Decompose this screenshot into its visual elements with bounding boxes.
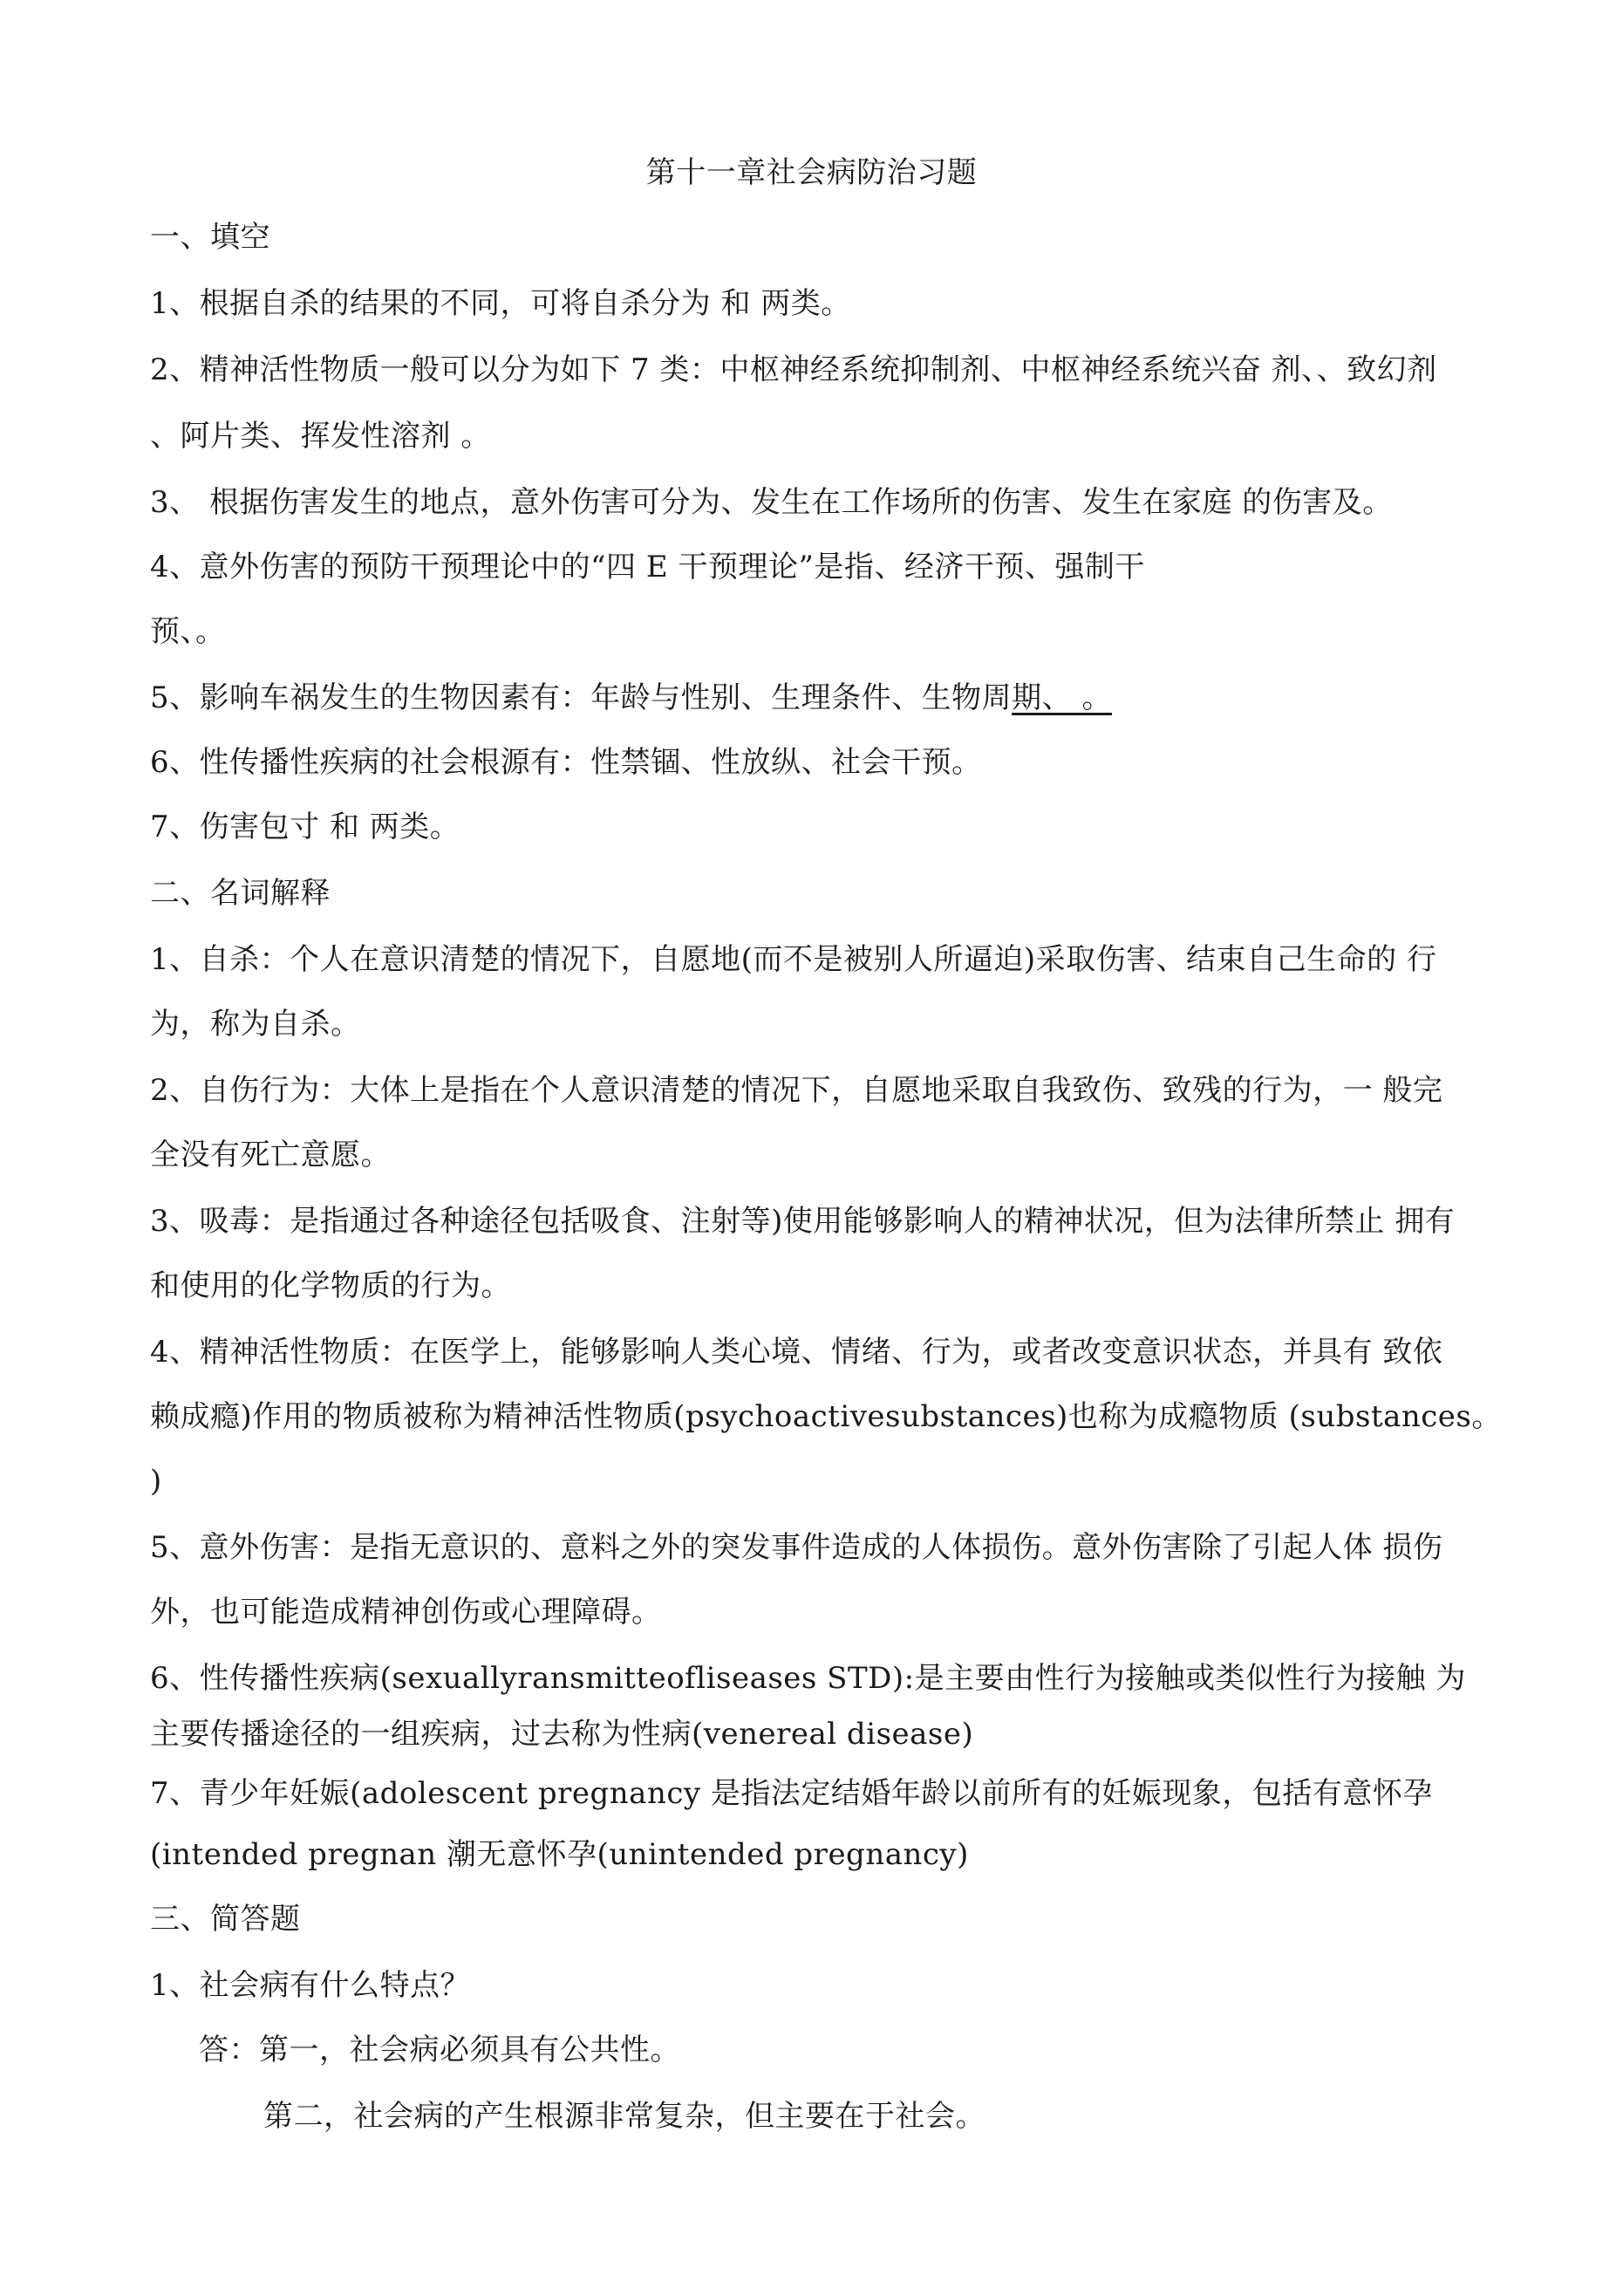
definition-7-line-2: (intended pregnan 潮无意怀孕(unintended pregnancy) bbox=[150, 1837, 969, 1872]
definition-3-line-2: 和使用的化学物质的行为。 bbox=[150, 1268, 511, 1303]
answer-point-2: 第二，社会病的产生根源非常复杂，但主要在于社会。 bbox=[263, 2099, 985, 2134]
definition-4-line-1: 4、精神活性物质：在医学上，能够影响人类心境、情绪、行为，或者改变意识状态，并具有 致依 bbox=[150, 1335, 1443, 1370]
definition-1-line-1: 1、自杀：个人在意识清楚的情况下，自愿地(而不是被别人所逼迫)采取伤害、结束自己生命的 行 bbox=[150, 942, 1437, 977]
page-title: 第十一章社会病防治习题 bbox=[645, 155, 978, 190]
definition-1-line-2: 为，称为自杀。 bbox=[150, 1007, 361, 1042]
definition-5-line-2: 外，也可能造成精神创伤或心理障碍。 bbox=[150, 1595, 662, 1630]
fill-question-4-line-2: 预、。 bbox=[150, 614, 226, 649]
definition-4-line-2: 赖成瘾)作用的物质被称为精神活性物质(psychoactivesubstances)也称为成瘾物质 (substances。 bbox=[150, 1399, 1502, 1434]
definition-5-line-1: 5、意外伤害：是指无意识的、意料之外的突发事件造成的人体损伤。意外伤害除了引起人体 损伤 bbox=[150, 1530, 1443, 1565]
definition-7-line-1: 7、青少年妊娠(adolescent pregnancy 是指法定结婚年龄以前所有的妊娠现象，包括有意怀孕 bbox=[150, 1776, 1433, 1811]
section-heading-definitions: 二、名词解释 bbox=[150, 876, 331, 911]
fill-question-5 bbox=[150, 679, 1112, 717]
definition-3-line-1: 3、吸毒：是指通过各种途径包括吸食、注射等)使用能够影响人的精神状况，但为法律所禁止 拥有 bbox=[150, 1204, 1456, 1239]
section-heading-short-answer: 三、简答题 bbox=[150, 1902, 301, 1937]
fill-question-5-underlined: 期、 。 bbox=[1012, 680, 1112, 715]
definition-6-line-2: 主要传播途径的一组疾病，过去称为性病(venereal disease) bbox=[150, 1717, 974, 1752]
answer-point-1: 答：第一，社会病必须具有公共性。 bbox=[199, 2033, 680, 2067]
fill-question-2-line-2: 、阿片类、挥发性溶剂 。 bbox=[150, 419, 491, 454]
definition-2-line-1: 2、自伤行为：大体上是指在个人意识清楚的情况下，自愿地采取自我致伤、致残的行为，一 般完 bbox=[150, 1073, 1443, 1108]
section-heading-fill-blank: 一、填空 bbox=[150, 220, 270, 255]
fill-question-5-text: 5、影响车祸发生的生物因素有：年龄与性别、生理条件、生物周 bbox=[150, 680, 1013, 715]
fill-question-7: 7、伤害包寸 和 两类。 bbox=[150, 810, 460, 844]
definition-2-line-2: 全没有死亡意愿。 bbox=[150, 1138, 391, 1172]
definition-4-line-3: ) bbox=[150, 1464, 162, 1499]
fill-question-2-line-1: 2、精神活性物质一般可以分为如下 7 类：中枢神经系统抑制剂、中枢神经系统兴奋 剂、、致幻剂 bbox=[150, 352, 1437, 387]
fill-question-3: 3、 根据伤害发生的地点，意外伤害可分为、发生在工作场所的伤害、发生在家庭 的伤害及。 bbox=[150, 485, 1393, 520]
definition-6-line-1: 6、性传播性疾病(sexuallyransmitteofliseases STD):是主要由性行为接触或类似性行为接触 为 bbox=[150, 1661, 1466, 1696]
fill-question-4-line-1: 4、意外伤害的预防干预理论中的“四 E 干预理论”是指、经济干预、强制干 bbox=[150, 550, 1145, 584]
fill-question-6: 6、性传播性疾病的社会根源有：性禁锢、性放纵、社会干预。 bbox=[150, 745, 982, 780]
fill-question-1: 1、根据自杀的结果的不同，可将自杀分为 和 两类。 bbox=[150, 286, 851, 321]
short-answer-question-1: 1、社会病有什么特点？ bbox=[150, 1968, 471, 2003]
